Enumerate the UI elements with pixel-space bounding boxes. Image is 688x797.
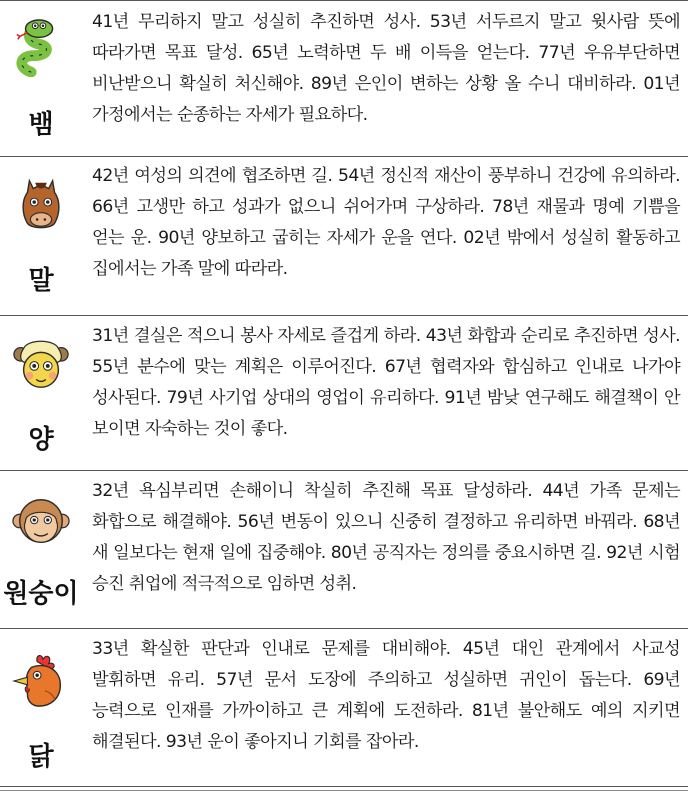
fortune-text: 32년 욕심부리면 손해이니 착실히 추진해 목표 달성하라. 44년 가족 문제는 화합으로 해결해야. 56년 변동이 있으니 신중히 결정하고 유리하면 바꿔라. 68년 새 일보다는 현재 일에 집중해야. 80년 공직자는 정의를 중요시하면 길. 92년 시험 승진 취업에 적극적으로 임하면 성취.: [92, 481, 680, 594]
fortune-text: 41년 무리하지 말고 성실히 추진하면 성사. 53년 서두르지 말고 윗사람 뜻에 따라가면 목표 달성. 65년 노력하면 두 배 이득을 얻는다. 77년 우유부단하면 비난받으니 확실히 처신해야. 89년 은인이 변하는 상황 올 수니 대비하라. 01년 가정에서는 순종하는 자세가 필요하다.: [92, 12, 680, 125]
fortune-text: 42년 여성의 의견에 협조하면 길. 54년 정신적 재산이 풍부하니 건강에 유의하라. 66년 고생만 하고 성과가 없으니 쉬어가며 구상하라. 78년 재물과 명예 기쁨을 얻는 운. 90년 양보하고 굽히는 자세가 운을 연다. 02년 밖에서 성실히 활동하고 집에서는 가족 말에 따라라.: [92, 166, 680, 279]
animal-name: 닭: [28, 742, 54, 772]
animal-name: 원숭이: [3, 579, 79, 609]
animal-cell-sheep: [0, 315, 82, 470]
sheep-icon: [12, 335, 70, 393]
fortune-row-rooster: [0, 628, 688, 787]
animal-cell-snake: [0, 1, 82, 156]
animal-name: 뱀: [28, 110, 54, 140]
animal-cell-rooster: [0, 628, 82, 786]
fortune-row-monkey: [0, 470, 688, 629]
animal-cell-horse: [0, 155, 82, 315]
horse-icon: [12, 175, 70, 233]
fortune-row-snake: [0, 0, 688, 157]
fortune-row-horse: [0, 155, 688, 316]
animal-cell-monkey: [0, 470, 82, 628]
fortune-text: 31년 결실은 적으니 봉사 자세로 즐겁게 하라. 43년 화합과 순리로 추진하면 성사. 55년 분수에 맞는 계획은 이루어진다. 67년 협력자와 합심하고 인내로 나가야 성사된다. 79년 사기업 상대의 영업이 유리하다. 91년 밤낮 연구해도 해결책이 안 보이면 자숙하는 것이 좋다.: [92, 326, 680, 439]
fortune-text: 33년 확실한 판단과 인내로 문제를 대비해야. 45년 대인 관계에서 사교성 발휘하면 유리. 57년 문서 도장에 주의하고 성실하면 귀인이 돕는다. 69년 능력으로 인재를 가까이하고 큰 계획에 도전하라. 81년 불안해도 예의 지키면 해결된다. 93년 운이 좋아지니 기회를 잡아라.: [92, 639, 680, 752]
animal-name: 양: [28, 425, 54, 455]
snake-icon: [12, 19, 70, 77]
rooster-icon: [12, 652, 70, 710]
animal-name: 말: [28, 266, 54, 296]
monkey-icon: [12, 492, 70, 550]
fortune-row-sheep: [0, 315, 688, 471]
